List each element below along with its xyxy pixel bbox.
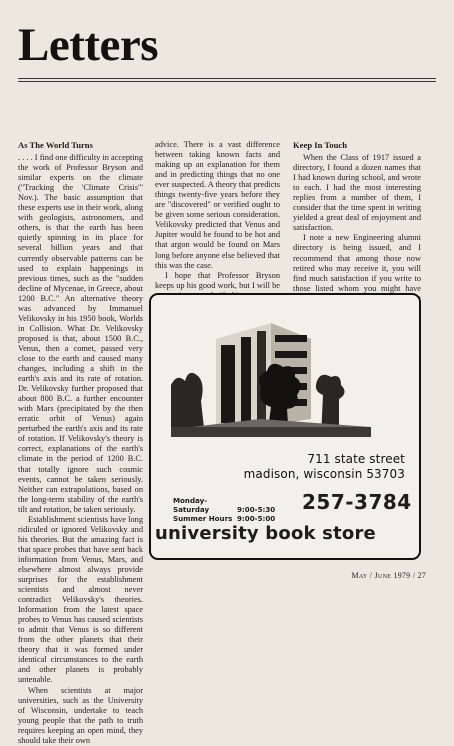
letter-paragraph: advice. There is a vast difference between taking known facts and making up an explanation for them and in predicting things that no one ever suspected. A theory that predicts things twenty-five years before they are "discovered" or verified ought to be given some serious consideration. Velikovsky predicted that Venus and Jupiter would be found to be hot and that argon would be found on Mars long before anyone else believed that this was the case. <box>155 140 280 270</box>
bookstore-advertisement <box>149 293 421 560</box>
hours-time: 9:00-5:00 <box>237 514 276 523</box>
building-photo <box>171 315 371 437</box>
letter-heading: As The World Turns <box>18 140 93 150</box>
ad-phone-number: 257-3784 <box>302 490 412 514</box>
letter-paragraph: I hope that Professor Bryson keeps up his good work, but I will be <box>155 270 280 290</box>
hours-label: Monday-Saturday <box>173 496 210 514</box>
letter-heading: Keep In Touch <box>293 140 347 150</box>
letter-paragraph: I note a new Engineering alumni directory is being issued, and I recommend that among those now retired who may receive it, you will find much satisfaction if you write to those listed whom you might have <box>293 233 421 293</box>
letter-column-1 <box>18 140 143 746</box>
letter-paragraph: When scientists at major universities, such as the University of Wisconsin, undertake to teach young people that the path to truth requires keeping an open mind, they should take their own <box>18 685 143 745</box>
letter-paragraph: When the Class of 1917 issued a directory, I found a dozen names that I had known during school, and wrote to each. I had the most interesting replies from a number of them, I consider that the time spent in writing yielded a great deal of enjoyment and satisfaction. <box>293 153 421 233</box>
letter-paragraph: . . . . I find one difficulty in accepting the work of Professor Bryson and similar experts on the climate ("Tracking the 'Climate Crisis'" Nov.). The basic assumption that these experts use in their work, along with geologists, astronomers, and others, is that the earth has been quietly spinning in its place for several billion years and that currently observable patterns can be used to explain happenings in previous times, such as the "sudden decline of Mycenae, in Greece, about 1200 B.C." An alternative theory was advanced by Immanuel Velikovsky in his 1950 book, Worlds in Collision. What Dr. Velikovsky proposed is that, about 1500 B.C., Venus, then a comet, passed very close to the earth and caused many changes, including a shift in the earth's axis and its rate of rotation. Dr. Velikovsky further proposed that about 800 B.C. a further encounter with Mars (precipitated by the then erratic orbit of Venus) again perturbed the earth's axis and its rate of rotation. If Velikovsky's theory is correct, explanations of the earth's climate in the period of 1200 B.C. that totally ignore such cosmic events, cannot be taken seriously. Neither can extrapolations, based on the long-term stability of the earth's tilt and rotation, be taken seriously. <box>18 153 143 514</box>
title-rule-bottom <box>18 81 436 82</box>
title-rule-top <box>18 78 436 79</box>
letter-paragraph: Establishment scientists have long ridiculed or ignored Velikovsky and his theories. But the amazing fact is that space probes that have sent back information from Venus, Mars, and elsewhere almost always provide surprises for the establishment scientists and almost never contradict Velikovsky's theories. Information from the latest space probes to Venus has caused scientists to admit that Venus is so different from the other planets that their theory that it was formed under identical circumstances to the earth and other planets is probably untenable. <box>18 514 143 685</box>
ad-store-name: university book store <box>155 523 376 544</box>
footer-separator: / <box>412 571 416 580</box>
ad-address-street: 711 state street <box>307 452 405 466</box>
hours-row <box>173 514 275 523</box>
page-number: 27 <box>417 571 426 580</box>
issue-date: May / June 1979 <box>351 571 411 580</box>
page-title: Letters <box>18 19 159 71</box>
ad-address-city: madison, wisconsin 53703 <box>243 467 405 481</box>
hours-row <box>173 496 275 514</box>
ad-store-hours <box>173 496 275 523</box>
hours-label: Summer Hours <box>173 514 233 523</box>
page-footer <box>352 571 427 580</box>
hours-time: 9:00-5:30 <box>237 505 276 514</box>
